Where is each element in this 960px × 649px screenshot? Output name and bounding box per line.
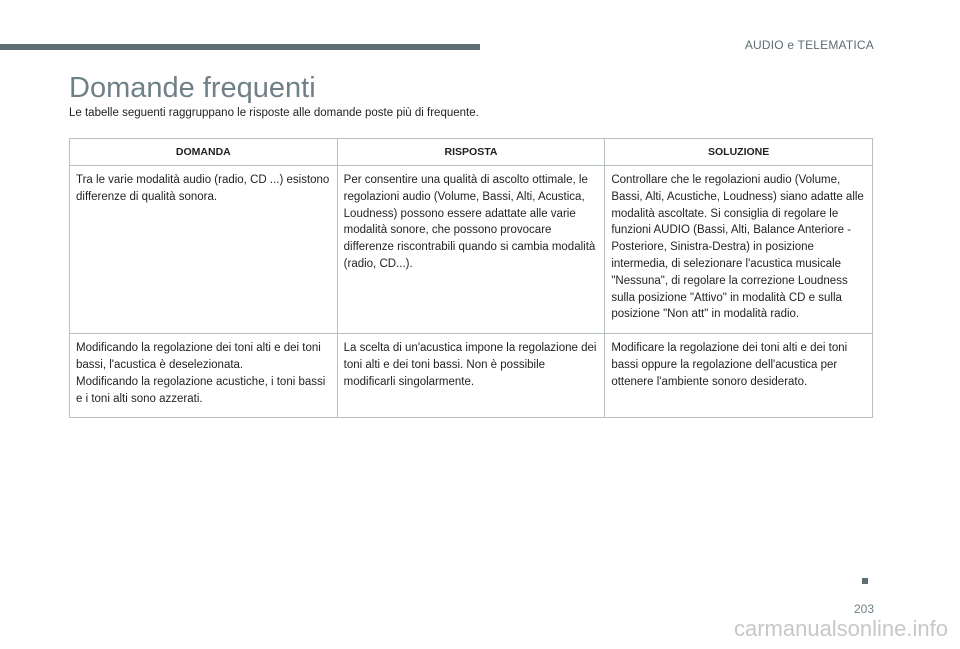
table-row (70, 334, 873, 418)
solution-text: Controllare che le regolazioni audio (Volume, Bassi, Alti, Acustiche, Loudness) siano adatte alle modalità ascoltate. Si consiglia di regolare le funzioni AUDIO (Bassi, Alti, Balance Anteriore -Posteriore, Sinistra-Destra) in posizione intermedia, di selezionare l'acustica musicale "Nessuna", di regolare la correzione Loudness sulla posizione "Attivo" in modalità CD e sulla posizione "Non att" in modalità radio. (611, 174, 864, 321)
answer-cell (337, 334, 605, 418)
solution-cell (605, 166, 873, 334)
question-text: Tra le varie modalità audio (radio, CD ...) esistono differenze di qualità sonora. (76, 174, 330, 203)
table-row (70, 166, 873, 334)
table-header-row (70, 139, 873, 166)
question-cell (70, 334, 338, 418)
faq-table (69, 138, 873, 418)
answer-cell (337, 166, 605, 334)
page-subtitle: Le tabelle seguenti raggruppano le risposte alle domande poste più di frequente. (69, 107, 479, 119)
column-header-soluzione: SOLUZIONE (605, 139, 873, 166)
watermark-text: carmanualsonline.info (733, 616, 948, 641)
solution-cell (605, 334, 873, 418)
question-text: Modificando la regolazione dei toni alti e dei toni bassi, l'acustica è deselezionata. Modificando la regolazione acustiche, i toni bassi e i toni alti sono azzerati. (76, 342, 326, 405)
page-number: 203 (853, 602, 874, 616)
answer-text: Per consentire una qualità di ascolto ottimale, le regolazioni audio (Volume, Bassi, Alti, Acustica, Loudness) possono essere adattate alle varie modalità sonore, che possono provocare differenze riscontrabili quando si cambia modalità (radio, CD...). (343, 174, 596, 270)
question-cell (70, 166, 338, 334)
header-bar (0, 44, 480, 50)
answer-text: La scelta di un'acustica impone la regolazione dei toni alti e dei toni bassi. Non è possibile modificarli singolarmente. (343, 342, 597, 388)
page-title: Domande frequenti (69, 72, 316, 104)
section-label: AUDIO e TELEMATICA (744, 38, 874, 52)
solution-text: Modificare la regolazione dei toni alti e dei toni bassi oppure la regolazione dell'acustica per ottenere l'ambiente sonoro desiderato. (611, 342, 848, 388)
column-header-risposta: RISPOSTA (337, 139, 605, 166)
column-header-domanda: DOMANDA (70, 139, 338, 166)
next-page-marker (862, 578, 868, 584)
